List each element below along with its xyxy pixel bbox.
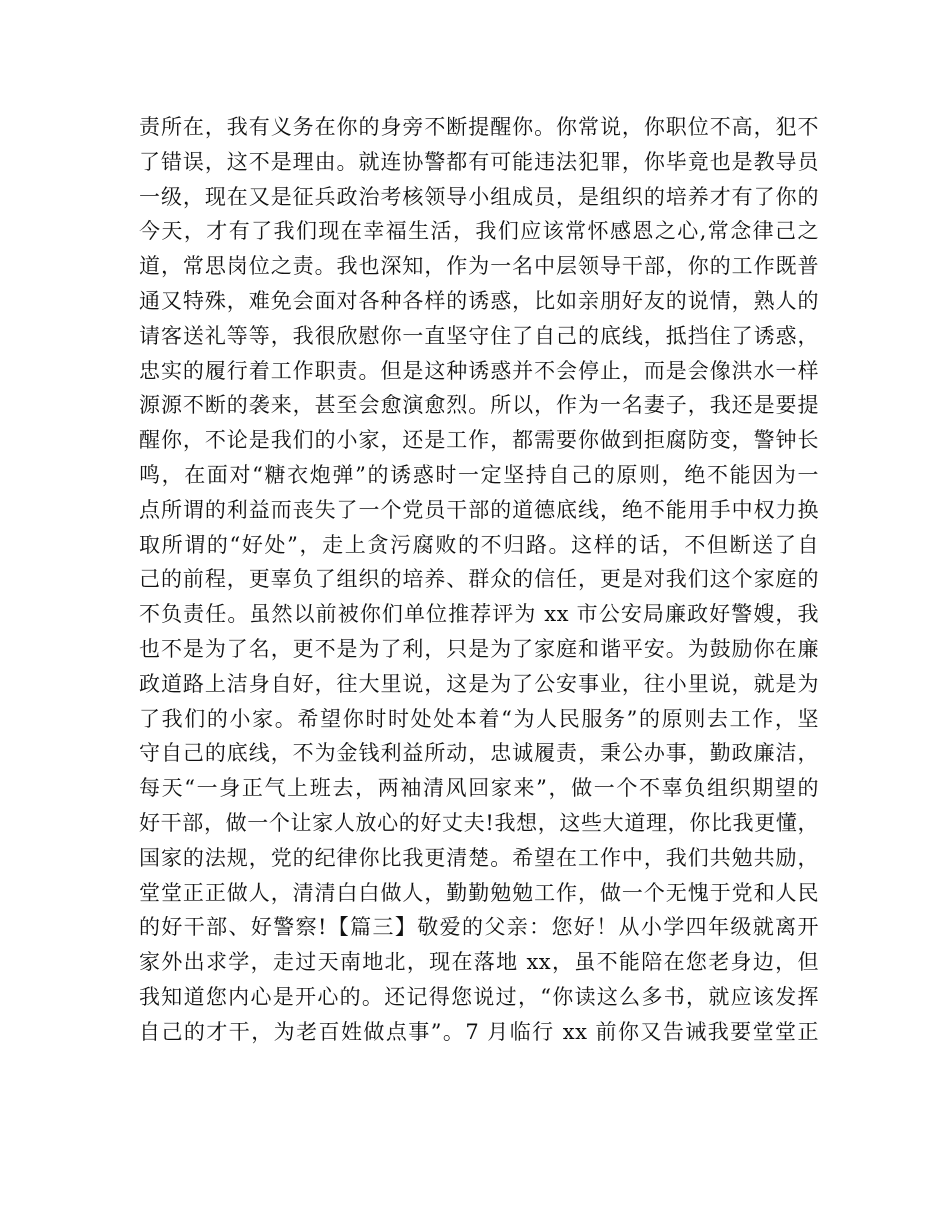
text-line: 一级，现在又是征兵政治考核领导小组成员，是组织的培养才有了你的	[139, 184, 819, 209]
text-line: 好干部，做一个让家人放心的好丈夫!我想，这些大道理，你比我更懂，	[139, 810, 819, 835]
text-line: 点所谓的利益而丧失了一个党员干部的道德底线，绝不能用手中权力换	[139, 497, 819, 522]
text-line: 取所谓的“好处”，走上贪污腐败的不归路。这样的话，不但断送了自	[139, 532, 819, 557]
text-line: 今天，才有了我们现在幸福生活，我们应该常怀感恩之心,常念律己之	[139, 219, 819, 244]
text-line: 不负责任。虽然以前被你们单位推荐评为 xx 市公安局廉政好警嫂，我	[139, 602, 819, 627]
text-line: 家外出求学，走过天南地北，现在落地 xx，虽不能陪在您老身边，但	[139, 950, 819, 975]
text-line: 也不是为了名，更不是为了利，只是为了家庭和谐平安。为鼓励你在廉	[139, 636, 819, 661]
text-line: 源源不断的袭来，甚至会愈演愈烈。所以，作为一名妻子，我还是要提	[139, 393, 819, 418]
text-line: 请客送礼等等，我很欣慰你一直坚守住了自己的底线，抵挡住了诱惑，	[139, 323, 819, 348]
text-line: 鸣，在面对“糖衣炮弹”的诱惑时一定坚持自己的原则，绝不能因为一	[139, 462, 819, 487]
body-text	[139, 110, 819, 1050]
text-line: 了我们的小家。希望你时时处处本着“为人民服务”的原则去工作，坚	[139, 706, 819, 731]
text-line: 国家的法规，党的纪律你比我更清楚。希望在工作中，我们共勉共励，	[139, 845, 819, 870]
text-line: 政道路上洁身自好，往大里说，这是为了公安事业，往小里说，就是为	[139, 671, 819, 696]
text-line: 的好干部、好警察!【篇三】敬爱的父亲：您好！从小学四年级就离开	[139, 915, 819, 940]
text-line: 道，常思岗位之责。我也深知，作为一名中层领导干部，你的工作既普	[139, 254, 819, 279]
text-line: 自己的才干，为老百姓做点事”。7 月临行 xx 前你又告诫我要堂堂正	[139, 1019, 819, 1044]
text-line: 我知道您内心是开心的。还记得您说过，“你读这么多书，就应该发挥	[139, 984, 819, 1009]
text-line: 守自己的底线，不为金钱利益所动，忠诚履责，秉公办事，勤政廉洁，	[139, 741, 819, 766]
text-line: 责所在，我有义务在你的身旁不断提醒你。你常说，你职位不高，犯不	[139, 115, 819, 139]
text-line: 通又特殊，难免会面对各种各样的诱惑，比如亲朋好友的说情，熟人的	[139, 288, 819, 313]
text-line: 了错误，这不是理由。就连协警都有可能违法犯罪，你毕竟也是教导员	[139, 149, 819, 174]
text-line: 己的前程，更辜负了组织的培养、群众的信任，更是对我们这个家庭的	[139, 567, 819, 592]
text-line: 忠实的履行着工作职责。但是这种诱惑并不会停止，而是会像洪水一样	[139, 358, 819, 383]
text-line: 堂堂正正做人，清清白白做人，勤勤勉勉工作，做一个无愧于党和人民	[139, 880, 819, 905]
text-line: 醒你，不论是我们的小家，还是工作，都需要你做到拒腐防变，警钟长	[139, 428, 819, 453]
text-line: 每天“一身正气上班去，两袖清风回家来”，做一个不辜负组织期望的	[139, 776, 819, 801]
